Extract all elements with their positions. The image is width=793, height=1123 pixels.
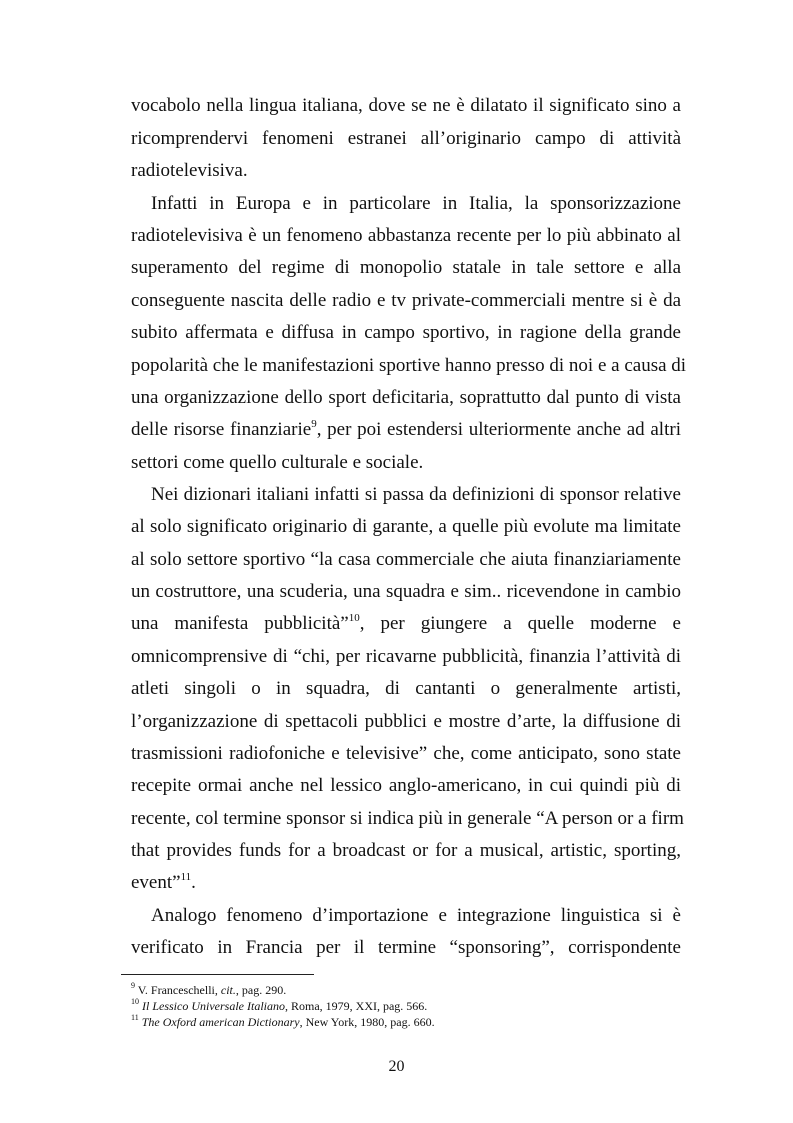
text-line: Nei dizionari italiani infatti si passa da definizioni di sponsor relative bbox=[151, 484, 681, 505]
text-line bbox=[131, 419, 681, 441]
text-line: omnicomprensive di “chi, per ricavarne pubblicità, finanzia l’attività di bbox=[131, 646, 681, 667]
text-line: radiotelevisiva. bbox=[131, 160, 248, 181]
text-line: conseguente nascita delle radio e tv private-commerciali mentre si è da bbox=[131, 290, 681, 311]
footnote-ref: 11 bbox=[180, 870, 192, 883]
text-segment: . bbox=[191, 872, 196, 893]
text-line: atleti singoli o in squadra, di cantanti o generalmente artisti, bbox=[131, 678, 681, 699]
footnote-citation: The Oxford american Dictionary bbox=[141, 1015, 300, 1029]
text-line: superamento del regime di monopolio statale in tale settore e alla bbox=[131, 257, 681, 278]
text-segment: delle risorse finanziarie bbox=[131, 419, 312, 440]
text-line: recente, col termine sponsor si indica più in generale “A person or a firm bbox=[131, 808, 684, 829]
text-segment: una manifesta pubblicità” bbox=[131, 613, 349, 634]
text-line: Infatti in Europa e in particolare in Italia, la sponsorizzazione bbox=[151, 193, 681, 214]
footnote-number: 10 bbox=[131, 997, 139, 1006]
text-line: subito affermata e diffusa in campo sportivo, in ragione della grande bbox=[131, 322, 681, 343]
text-line: that provides funds for a broadcast or for a musical, artistic, sporting, bbox=[131, 840, 681, 861]
text-line bbox=[131, 613, 681, 635]
text-line: un costruttore, una scuderia, una squadra e sim.. ricevendone in cambio bbox=[131, 581, 681, 602]
text-line: settori come quello culturale e sociale. bbox=[131, 452, 424, 473]
footnote-number: 11 bbox=[131, 1013, 139, 1022]
footnote bbox=[131, 1015, 435, 1029]
text-line: una organizzazione dello sport deficitaria, soprattutto dal punto di vista bbox=[131, 387, 681, 408]
text-line: popolarità che le manifestazioni sportive hanno presso di noi e a causa di bbox=[131, 355, 687, 376]
text-line: al solo settore sportivo “la casa commerciale che aiuta finanziariamente bbox=[131, 549, 681, 570]
text-line: trasmissioni radiofoniche e televisive” che, come anticipato, sono state bbox=[131, 743, 681, 764]
text-segment: event” bbox=[131, 872, 181, 893]
footnote-citation: cit. bbox=[220, 983, 236, 997]
text-line: ricomprendervi fenomeni estranei all’originario campo di attività bbox=[131, 128, 681, 149]
text-line: vocabolo nella lingua italiana, dove se ne è dilatato il significato sino a bbox=[131, 95, 681, 116]
footnote-ref: 9 bbox=[311, 417, 317, 430]
footnote-text: , Roma, 1979, XXI, pag. 566. bbox=[284, 999, 428, 1013]
text-line: al solo significato originario di garante, a quelle più evolute ma limitate bbox=[131, 516, 681, 537]
footnote-text: , New York, 1980, pag. 660. bbox=[299, 1015, 435, 1029]
footnote-number: 9 bbox=[131, 981, 135, 990]
footnote bbox=[131, 999, 427, 1013]
text-line bbox=[131, 872, 681, 894]
footnote-text: V. Franceschelli, bbox=[135, 983, 221, 997]
text-line: radiotelevisiva è un fenomeno abbastanza recente per lo più abbinato al bbox=[131, 225, 681, 246]
page-number: 20 bbox=[388, 1058, 405, 1075]
text-segment: , per giungere a quelle moderne e bbox=[359, 613, 681, 634]
footnote-citation: Il Lessico Universale Italiano bbox=[142, 999, 285, 1013]
text-line: l’organizzazione di spettacoli pubblici e mostre d’arte, la diffusione di bbox=[131, 711, 681, 732]
footnote bbox=[131, 983, 286, 997]
footnote-divider bbox=[121, 974, 314, 975]
text-line: recepite ormai anche nel lessico anglo-americano, in cui quindi più di bbox=[131, 775, 681, 796]
text-line: Analogo fenomeno d’importazione e integrazione linguistica si è bbox=[151, 905, 681, 926]
text-segment: , per poi estendersi ulteriormente anche ad altri bbox=[316, 419, 681, 440]
text-line: verificato in Francia per il termine “sponsoring”, corrispondente bbox=[131, 937, 681, 958]
footnote-text: , pag. 290. bbox=[235, 983, 287, 997]
footnote-ref: 10 bbox=[348, 611, 360, 624]
